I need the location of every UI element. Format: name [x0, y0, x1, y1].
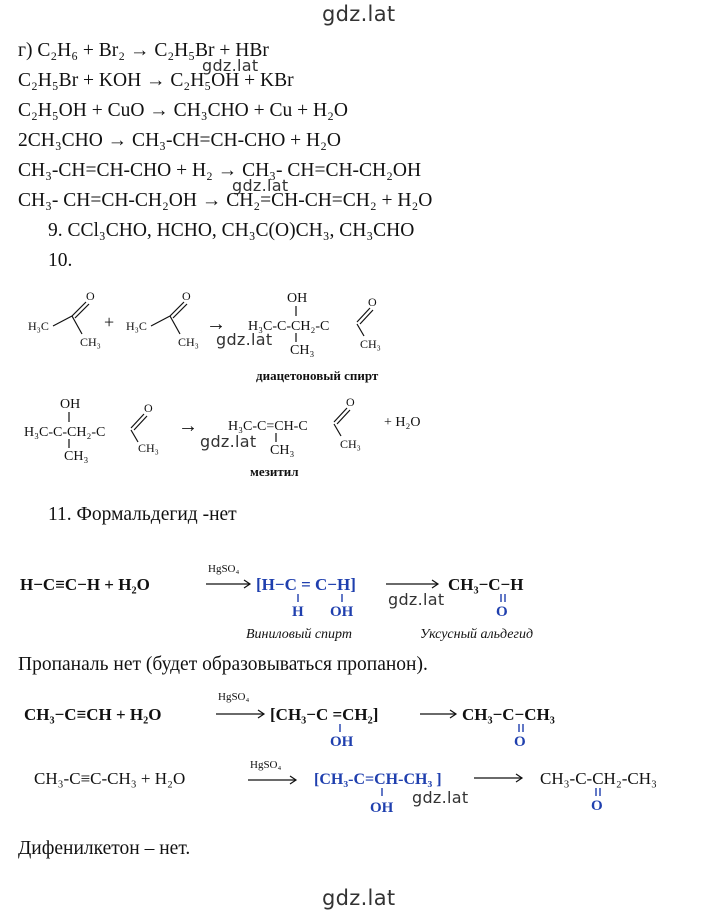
reactant-chain: H₃C-C-CH₂-C — [24, 425, 106, 440]
water-product: + H₂O — [384, 415, 421, 430]
reaction-arrow: → — [178, 415, 198, 437]
equation-line-5: CH₃-CH=CH-CHO + H₂ → CH₃- CH=CH-CH₂OH — [18, 160, 422, 181]
propanal-text: Пропаналь нет (будет образовываться пропанон). — [18, 654, 428, 675]
enol-intermediate: [CH₃−C =CH₂] — [270, 705, 379, 724]
equation-line-3: C₂H₅OH + CuO → CH₃CHO + Cu + H₂O — [18, 100, 348, 121]
catalyst-label: HgSO₄ — [218, 691, 250, 703]
h-label: H — [292, 604, 304, 620]
o-label: O — [144, 401, 153, 415]
kucherov-propyne — [0, 684, 720, 754]
watermark-bottom: gdz.lat — [322, 886, 396, 910]
catalyst-label: HgSO₄ — [208, 563, 240, 575]
oh-label: OH — [370, 800, 394, 816]
item-10: 10. — [48, 250, 73, 271]
catalyst-label: HgSO₄ — [250, 759, 282, 771]
equation-line-1: г) C₂H₆ + Br₂ → C₂H₅Br + HBr — [18, 40, 269, 61]
ch3-label: CH₃ — [290, 343, 315, 358]
oh-label: OH — [60, 397, 81, 412]
item-11: 11. Формальдегид -нет — [48, 504, 237, 525]
reactants: CH₃−C≡CH + H₂O — [24, 705, 162, 724]
acetaldehyde: CH₃−C−H — [448, 575, 524, 594]
equation-line-4: 2CH₃CHO → CH₃-CH=CH-CHO + H₂O — [18, 130, 341, 151]
reactants: H−C≡C−H + H₂O — [20, 575, 150, 594]
ch3-label: CH₃ — [360, 337, 381, 351]
o-label: O — [86, 289, 95, 303]
oh-label: OH — [330, 604, 354, 620]
butanone: CH₃-C-CH₂-CH₃ — [540, 769, 657, 788]
acetone: CH₃−C−CH₃ — [462, 705, 555, 724]
o-label: O — [368, 295, 377, 309]
diphenyl-text: Дифенилкетон – нет. — [18, 838, 191, 859]
aldol-scheme — [0, 280, 720, 390]
o-label: O — [514, 734, 526, 750]
o-label: O — [496, 604, 508, 620]
caption-vinyl: Виниловый спирт — [246, 627, 352, 642]
kucherov-butyne — [0, 754, 720, 824]
ch3-label: CH₃ — [178, 335, 199, 349]
ch3-label: CH₃ — [340, 437, 361, 451]
item-9: 9. CCl₃CHO, HCHO, CH₃C(O)CH₃, CH₃CHO — [48, 220, 415, 241]
o-label: O — [182, 289, 191, 303]
kucherov-acetylene — [0, 556, 720, 646]
plus-sign: + — [104, 312, 115, 332]
watermark: gdz.lat — [216, 330, 273, 349]
ch3-label: CH₃ — [80, 335, 101, 349]
oh-label: OH — [330, 734, 354, 750]
watermark: gdz.lat — [200, 432, 257, 451]
watermark: gdz.lat — [232, 176, 289, 195]
o-label: O — [591, 798, 603, 814]
reactants: CH₃-C≡C-CH₃ + H₂O — [34, 769, 186, 788]
ch3-label: CH₃ — [138, 441, 159, 455]
product-chain: H₃C-C=CH-C — [228, 419, 308, 434]
equation-line-2: C₂H₅Br + KOH → C₂H₅OH + KBr — [18, 70, 294, 91]
o-label: O — [346, 395, 355, 409]
watermark: gdz.lat — [388, 590, 445, 609]
product-chain: H₃C-C-CH₂-C — [248, 319, 330, 334]
caption-acetaldehyde: Уксусный альдегид — [420, 627, 534, 642]
mesityl-scheme — [0, 392, 720, 492]
watermark: gdz.lat — [412, 788, 469, 807]
ch3-label: CH₃ — [64, 449, 89, 464]
caption-mesityl: мезитил — [250, 464, 299, 479]
reaction-arrow: → — [206, 313, 226, 335]
oh-label: OH — [287, 291, 308, 306]
watermark-top: gdz.lat — [322, 2, 396, 26]
enol-intermediate: [CH₃-C=CH-CH₃ ] — [314, 771, 442, 788]
ch3-label: CH₃ — [270, 443, 295, 458]
vinyl-alcohol: [H−C = C−H] — [256, 575, 356, 594]
h3c-label: H₃C — [28, 319, 49, 333]
h3c-label: H₃C — [126, 319, 147, 333]
caption-diacetone: диацетоновый спирт — [256, 368, 379, 383]
equation-line-6: CH₃- CH=CH-CH₂OH → CH₂=CH-CH=CH₂ + H₂O — [18, 190, 433, 211]
watermark: gdz.lat — [202, 56, 259, 75]
